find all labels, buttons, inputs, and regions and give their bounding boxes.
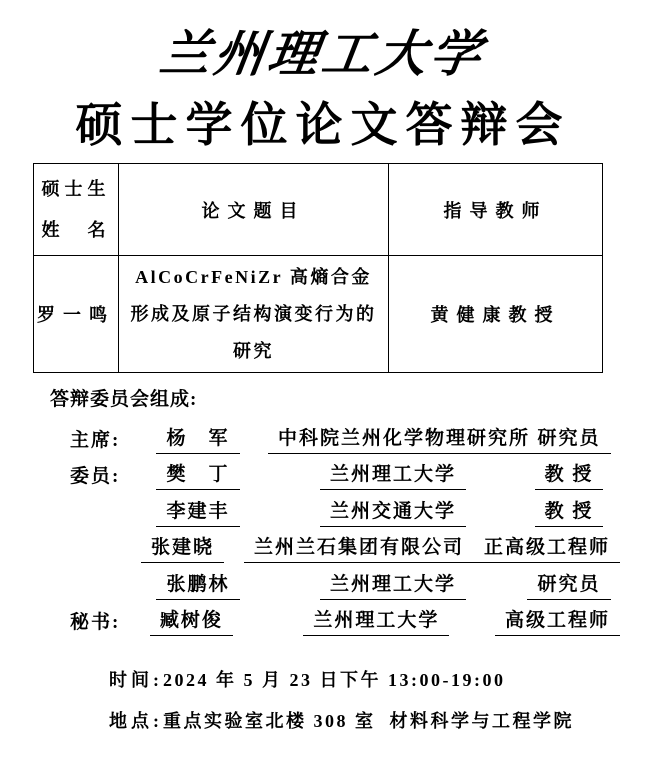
committee-member-name: [125, 605, 258, 636]
committee-member-job-title: [518, 569, 620, 600]
committee-row-chair: [70, 420, 620, 457]
committee-member-affiliation: [268, 496, 518, 527]
committee-row-secretary: [70, 603, 620, 640]
university-logo-calligraphy: 兰州理工大学: [156, 26, 489, 82]
column-header-thesis-title: 论文题目: [119, 164, 389, 256]
committee-member-name: [128, 459, 268, 490]
committee-member-job-title-text: 研究员: [527, 423, 610, 454]
committee-member-affiliation: [268, 423, 531, 454]
column-header-advisor: 指导教师: [389, 164, 603, 256]
committee-row-member: [70, 493, 620, 530]
location-row: [75, 686, 574, 754]
committee-member-affiliation: [268, 569, 518, 600]
committee-member-name: [121, 532, 244, 563]
committee-member-name-text: 张建晓: [141, 532, 224, 563]
committee-role-label: 主席:: [70, 429, 121, 451]
location-label: 地点:: [109, 711, 163, 731]
committee-member-job-title-text: 教 授: [535, 459, 604, 490]
committee-member-affiliation-text: 兰州理工大学: [303, 605, 449, 636]
location-value: 重点实验室北楼 308 室 材料科学与工程学院: [163, 711, 574, 731]
committee-member-job-title-text: 正高级工程师: [474, 532, 620, 563]
committee-row-member: [70, 566, 620, 603]
committee-member-job-title: [518, 423, 620, 454]
committee-member-job-title: [518, 459, 620, 490]
committee-member-name: [128, 496, 268, 527]
table-header-row: [34, 164, 603, 256]
committee-role-label: 委员:: [70, 466, 121, 488]
committee-member-affiliation-text: 兰州交通大学: [320, 496, 466, 527]
committee-row-member: [70, 530, 620, 567]
committee-member-affiliation: [244, 532, 474, 563]
committee-member-job-title: [518, 496, 620, 527]
committee-member-name-text: 杨 军: [156, 423, 239, 454]
committee-list: [70, 420, 620, 639]
committee-heading: 答辩委员会组成:: [50, 389, 198, 410]
committee-member-name-text: 张鹏林: [156, 569, 239, 600]
committee-member-affiliation: [258, 605, 495, 636]
committee-member-name-text: 臧树俊: [150, 605, 233, 636]
committee-member-name-text: 樊 丁: [156, 459, 239, 490]
defense-info-table: [33, 163, 603, 373]
column-header-student-name: [34, 164, 119, 256]
committee-member-affiliation-text: 中科院兰州化学物理研究所: [268, 423, 540, 454]
time-label: 时间:: [109, 670, 163, 690]
committee-role-label: 秘书:: [70, 612, 121, 634]
committee-member-name-text: 李建丰: [156, 496, 239, 527]
committee-member-affiliation-text: 兰州兰石集团有限公司: [244, 532, 474, 563]
committee-member-job-title-text: 教 授: [535, 496, 604, 527]
committee-member-job-title: [474, 532, 620, 563]
page-title: 硕士学位论文答辩会: [75, 100, 571, 152]
committee-member-affiliation: [268, 459, 518, 490]
student-name-cell: 罗一鸣: [34, 256, 119, 373]
committee-member-affiliation-text: 兰州理工大学: [320, 569, 466, 600]
thesis-title-cell: AlCoCrFeNiZr 高熵合金形成及原子结构演变行为的研究: [119, 256, 389, 373]
committee-member-name: [128, 569, 268, 600]
committee-member-name: [128, 423, 268, 454]
committee-member-affiliation-text: 兰州理工大学: [320, 459, 466, 490]
student-header-line2: 姓 名: [41, 219, 111, 240]
committee-member-job-title: [495, 605, 620, 636]
committee-row-member: [70, 457, 620, 494]
advisor-cell: 黄健康教授: [389, 256, 603, 373]
committee-member-job-title-text: 高级工程师: [495, 605, 620, 636]
time-value: 2024 年 5 月 23 日下午 13:00-19:00: [163, 670, 506, 690]
table-row: [34, 256, 603, 373]
student-header-line1: 硕士生: [41, 178, 111, 199]
committee-member-job-title-text: 研究员: [527, 569, 610, 600]
